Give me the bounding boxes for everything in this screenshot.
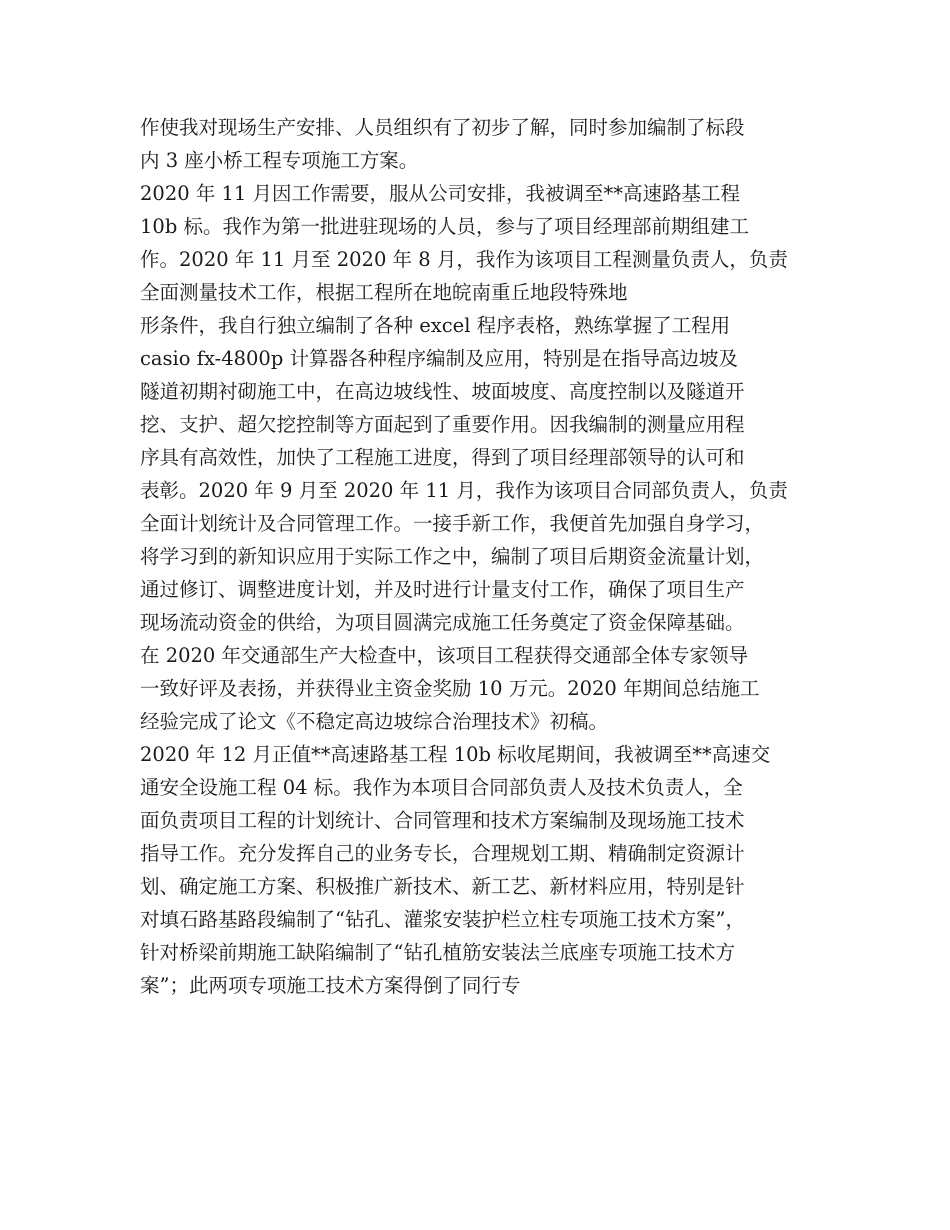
text-line: 作。2020 年 11 月至 2020 年 8 月，我作为该项目工程测量负责人，负责 — [140, 248, 788, 271]
text-line: casio fx-4800p 计算器各种程序编制及应用，特别是在指导高边坡及 — [140, 347, 738, 370]
text-line: 对填石路基路段编制了“钻孔、灌浆安装护栏立柱专项施工技术方案”， — [140, 908, 745, 931]
text-line: 全面测量技术工作，根据工程所在地皖南重丘地段特殊地 — [140, 281, 628, 304]
text-line: 案”；此两项专项施工技术方案得倒了同行专 — [140, 974, 521, 997]
text-line: 划、确定施工方案、积极推广新技术、新工艺、新材料应用，特别是针 — [140, 875, 745, 898]
text-line: 通过修订、调整进度计划，并及时进行计量支付工作，确保了项目生产 — [140, 578, 745, 601]
text-line: 指导工作。充分发挥自己的业务专长，合理规划工期、精确制定资源计 — [140, 842, 745, 865]
text-line: 内 3 座小桥工程专项施工方案。 — [140, 149, 419, 172]
text-line: 现场流动资金的供给，为项目圆满完成施工任务奠定了资金保障基础。 — [140, 611, 745, 634]
text-line: 在 2020 年交通部生产大检查中，该项目工程获得交通部全体专家领导 — [140, 644, 749, 667]
text-line: 2020 年 12 月正值**高速路基工程 10b 标收尾期间，我被调至**高速交 — [140, 743, 771, 766]
text-line: 形条件，我自行独立编制了各种 excel 程序表格，熟练掌握了工程用 — [140, 314, 731, 337]
text-line: 一致好评及表扬，并获得业主资金奖励 10 万元。2020 年期间总结施工 — [140, 677, 760, 700]
text-line: 面负责项目工程的计划统计、合同管理和技术方案编制及现场施工技术 — [140, 809, 745, 832]
text-line: 表彰。2020 年 9 月至 2020 年 11 月，我作为该项目合同部负责人，负责 — [140, 479, 788, 502]
text-line: 作使我对现场生产安排、人员组织有了初步了解，同时参加编制了标段 — [140, 116, 745, 139]
text-line: 2020 年 11 月因工作需要，服从公司安排，我被调至**高速路基工程 — [140, 182, 741, 205]
text-line: 全面计划统计及合同管理工作。一接手新工作，我便首先加强自身学习， — [140, 512, 765, 535]
text-line: 隧道初期衬砌施工中，在高边坡线性、坡面坡度、高度控制以及隧道开 — [140, 380, 745, 403]
text-line: 10b 标。我作为第一批进驻现场的人员，参与了项目经理部前期组建工 — [140, 215, 749, 238]
body-text — [140, 111, 830, 1002]
text-line: 挖、支护、超欠挖控制等方面起到了重要作用。因我编制的测量应用程 — [140, 413, 745, 436]
text-line: 通安全设施工程 04 标。我作为本项目合同部负责人及技术负责人，全 — [140, 776, 743, 799]
text-line: 序具有高效性，加快了工程施工进度，得到了项目经理部领导的认可和 — [140, 446, 745, 469]
text-line: 将学习到的新知识应用于实际工作之中，编制了项目后期资金流量计划， — [140, 545, 765, 568]
text-line: 经验完成了论文《不稳定高边坡综合治理技术》初稿。 — [140, 710, 609, 733]
text-line: 针对桥梁前期施工缺陷编制了“钻孔植筋安装法兰底座专项施工技术方 — [140, 941, 735, 964]
